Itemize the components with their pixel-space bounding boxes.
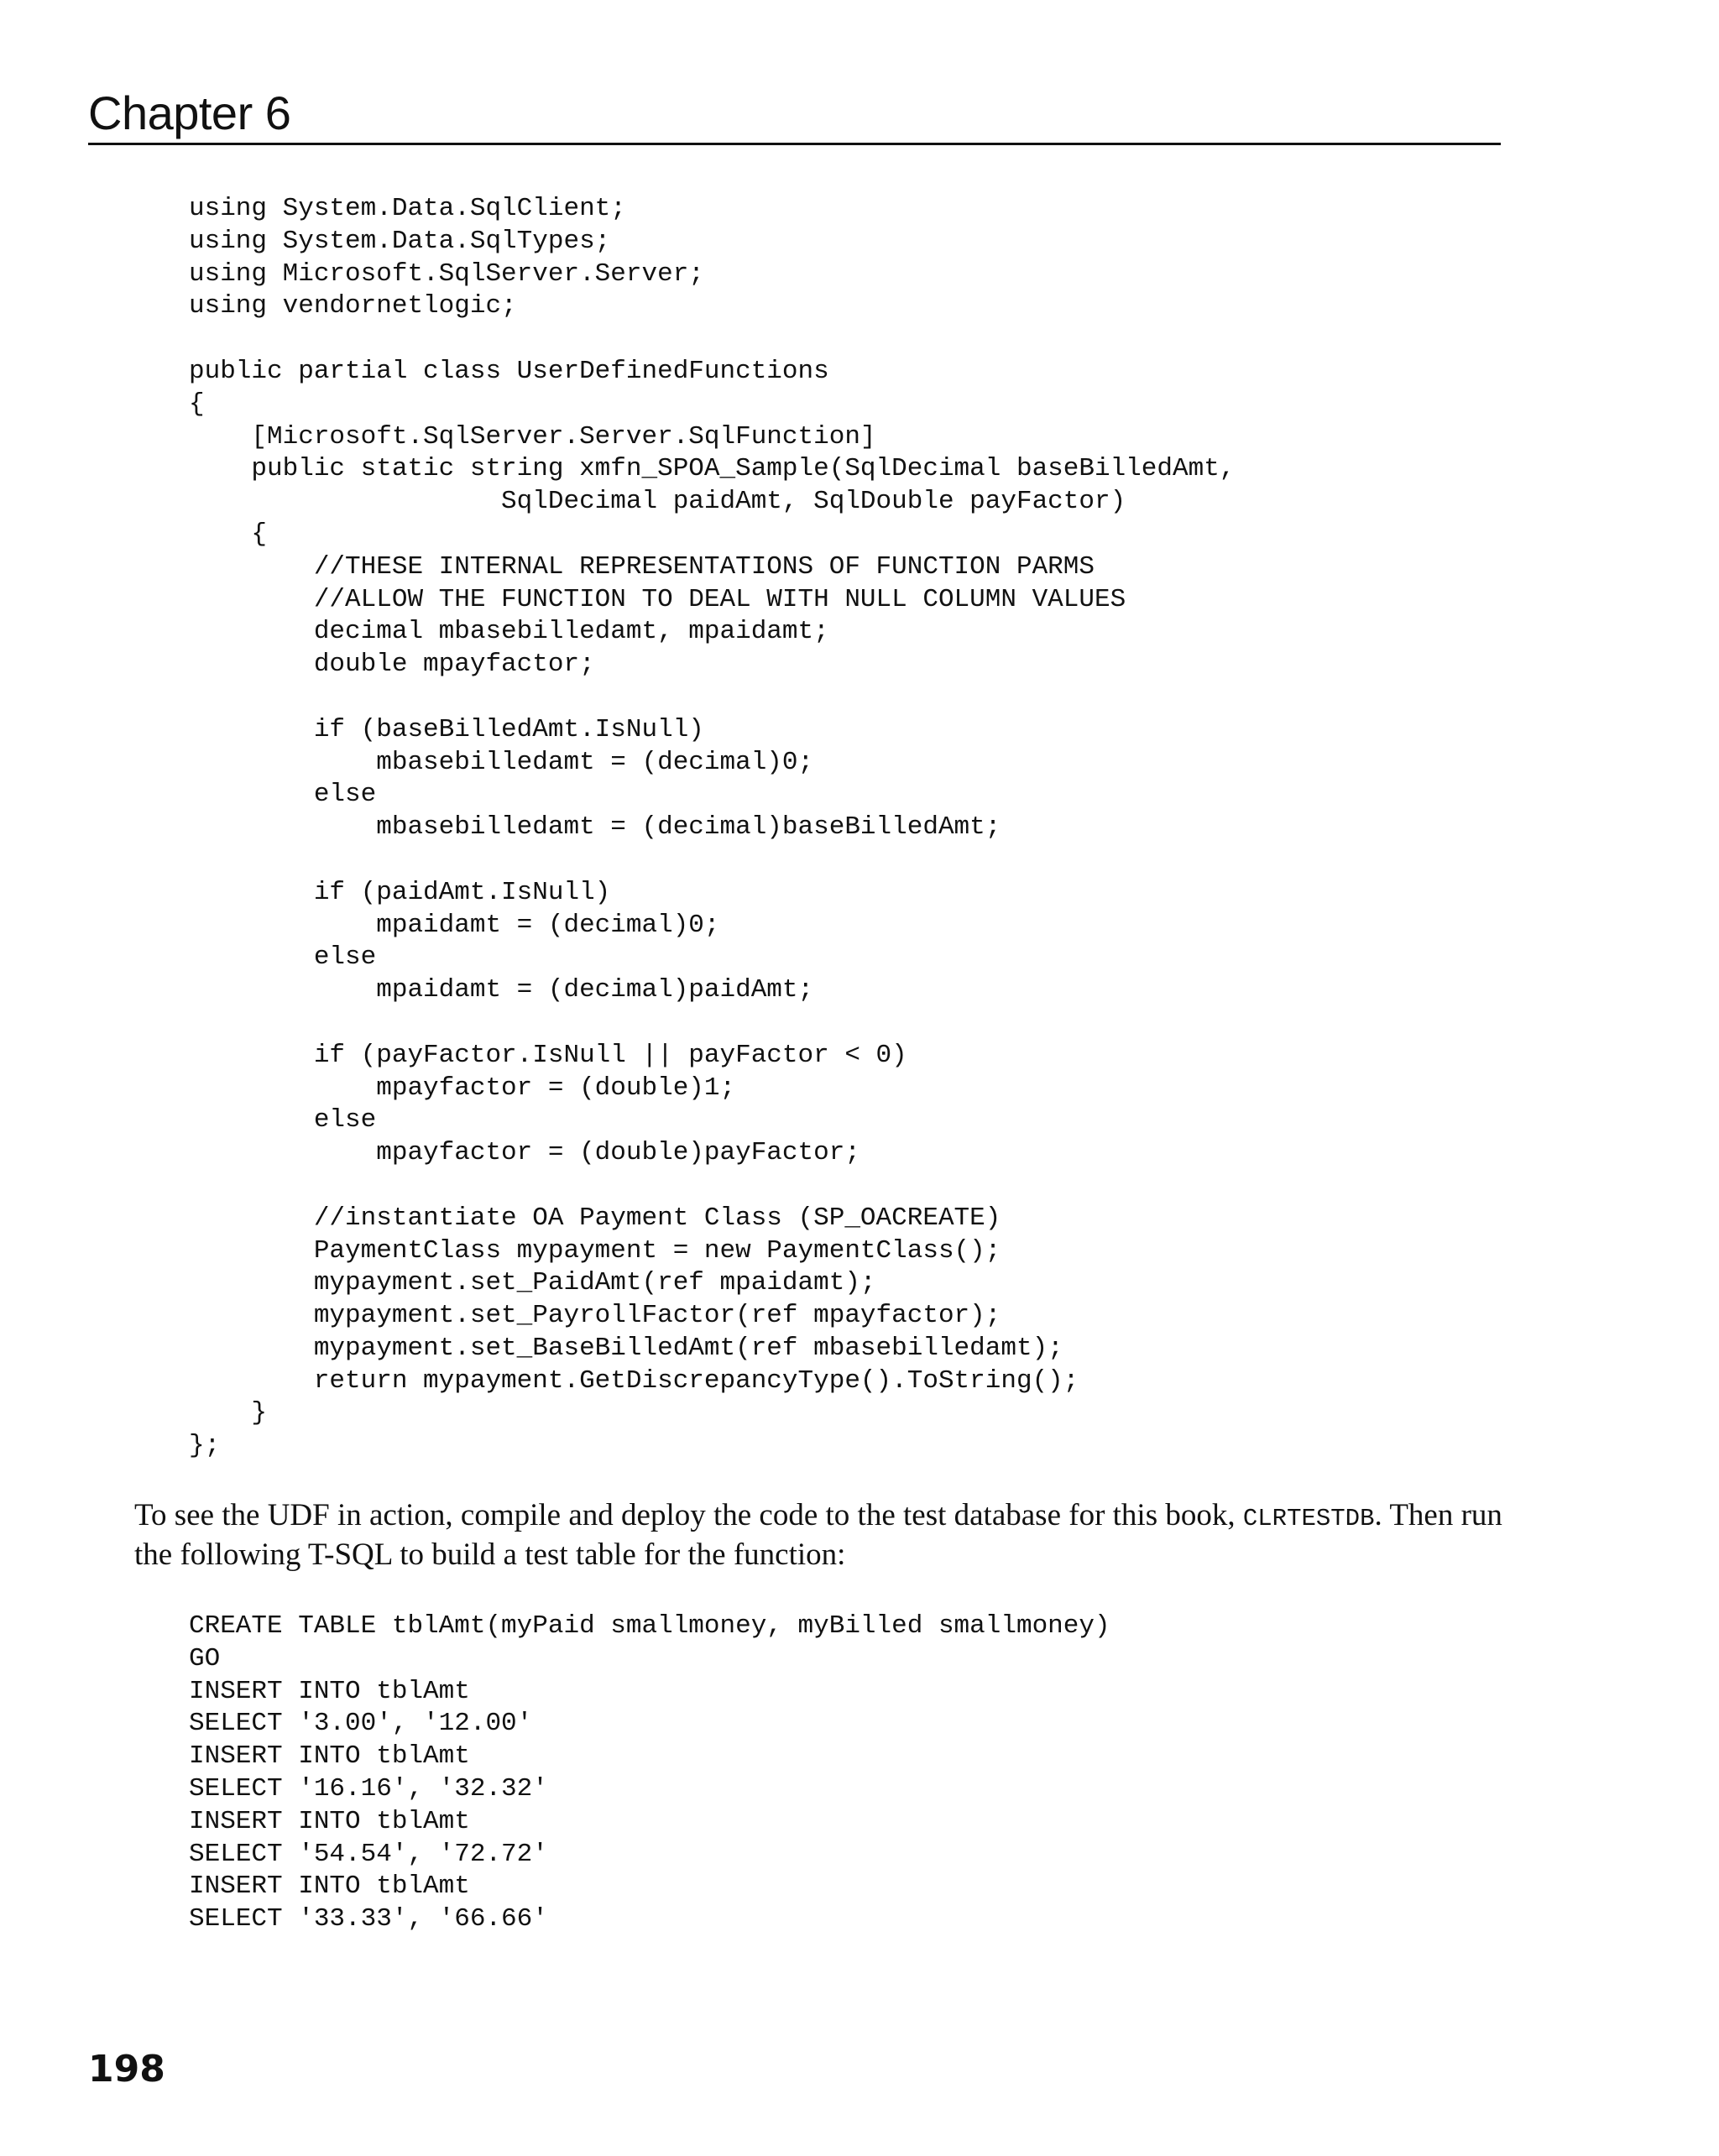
code-listing-csharp — [189, 193, 1235, 1463]
code-line: mypayment.set_PaidAmt(ref mpaidamt); — [189, 1268, 876, 1298]
code-line: { — [189, 519, 268, 549]
code-line — [189, 323, 1235, 356]
code-line: PaymentClass mypayment = new PaymentClass(); — [189, 1235, 1001, 1266]
code-line: SqlDecimal paidAmt, SqlDouble payFactor) — [189, 487, 1126, 517]
code-line: mpaidamt = (decimal)0; — [189, 910, 720, 940]
code-line: else — [189, 780, 377, 810]
code-line: mypayment.set_BaseBilledAmt(ref mbasebilledamt); — [189, 1333, 1063, 1363]
code-line: using Microsoft.SqlServer.Server; — [189, 258, 704, 289]
code-line: public partial class UserDefinedFunctions — [189, 356, 829, 386]
inline-code-database-name: CLRTESTDB — [1242, 1505, 1375, 1532]
code-line — [189, 1170, 1235, 1203]
code-line: else — [189, 942, 377, 973]
code-line: if (paidAmt.IsNull) — [189, 877, 611, 907]
code-line: if (payFactor.IsNull || payFactor < 0) — [189, 1040, 907, 1070]
code-line: GO — [189, 1643, 221, 1673]
code-line: using System.Data.SqlClient; — [189, 194, 626, 223]
code-line: INSERT INTO tblAmt — [189, 1676, 470, 1706]
chapter-title: Chapter 6 — [88, 86, 291, 139]
code-line: else — [189, 1105, 377, 1135]
code-line: SELECT '16.16', '32.32' — [189, 1773, 548, 1804]
header-divider — [88, 143, 1501, 145]
code-line: //ALLOW THE FUNCTION TO DEAL WITH NULL COLUMN VALUES — [189, 584, 1126, 614]
paragraph-text-before: To see the UDF in action, compile and deploy the code to the test database for this book, — [134, 1498, 1243, 1532]
code-line: INSERT INTO tblAmt — [189, 1806, 470, 1836]
code-line: INSERT INTO tblAmt — [189, 1741, 470, 1772]
code-line: if (baseBilledAmt.IsNull) — [189, 714, 704, 744]
code-line: mypayment.set_PayrollFactor(ref mpayfactor); — [189, 1301, 1001, 1331]
code-line: CREATE TABLE tblAmt(myPaid smallmoney, myBilled smallmoney) — [189, 1611, 1110, 1641]
code-line: INSERT INTO tblAmt — [189, 1871, 470, 1902]
code-line: mpayfactor = (double)payFactor; — [189, 1138, 860, 1168]
paragraph-text-after: . Then run the following T-SQL to build a test table for the function: — [134, 1498, 1502, 1572]
code-line: mpaidamt = (decimal)paidAmt; — [189, 975, 814, 1005]
code-line — [189, 1007, 1235, 1040]
page-number: 198 — [88, 2048, 165, 2091]
code-line: }; — [189, 1431, 221, 1461]
code-line: //instantiate OA Payment Class (SP_OACREATE) — [189, 1203, 1001, 1233]
code-line: using vendornetlogic; — [189, 291, 517, 321]
body-paragraph — [134, 1497, 1511, 1573]
code-line: using System.Data.SqlTypes; — [189, 226, 611, 256]
code-line: mbasebilledamt = (decimal)0; — [189, 747, 814, 777]
code-line: SELECT '3.00', '12.00' — [189, 1709, 533, 1739]
code-line: mbasebilledamt = (decimal)baseBilledAmt; — [189, 812, 1001, 843]
code-line — [189, 844, 1235, 877]
code-line: //THESE INTERNAL REPRESENTATIONS OF FUNCTION PARMS — [189, 551, 1095, 582]
code-line: decimal mbasebilledamt, mpaidamt; — [189, 617, 829, 647]
code-line: [Microsoft.SqlServer.Server.SqlFunction] — [189, 421, 876, 452]
code-line: SELECT '54.54', '72.72' — [189, 1839, 548, 1869]
code-line: { — [189, 389, 205, 419]
code-line: public static string xmfn_SPOA_Sample(SqlDecimal baseBilledAmt, — [189, 454, 1236, 484]
code-listing-tsql — [189, 1610, 1110, 1936]
code-line: mpayfactor = (double)1; — [189, 1073, 736, 1103]
code-line: return mypayment.GetDiscrepancyType().ToString(); — [189, 1365, 1079, 1396]
code-line: double mpayfactor; — [189, 650, 595, 680]
code-line: } — [189, 1398, 268, 1428]
code-line — [189, 681, 1235, 714]
code-line: SELECT '33.33', '66.66' — [189, 1904, 548, 1934]
